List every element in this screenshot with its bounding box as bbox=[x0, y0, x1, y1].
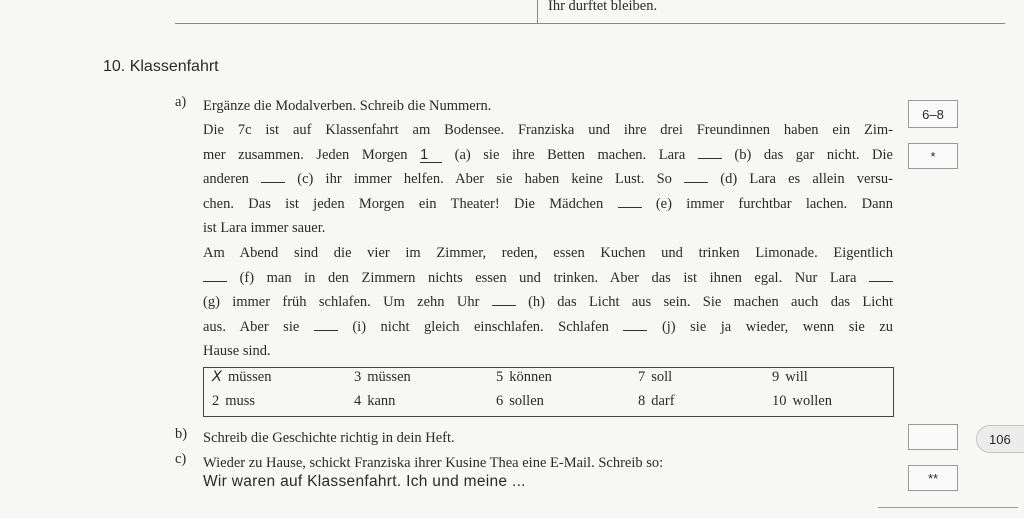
part-c-text: Wieder zu Hause, schickt Franziska ihrer Kusine Thea eine E-Mail. Schreib so: bbox=[203, 455, 664, 471]
part-c-label: c) bbox=[175, 451, 187, 467]
word-option-number: 2 bbox=[212, 393, 220, 409]
answer-blank[interactable] bbox=[203, 270, 227, 282]
previous-exercise-fragment: Ihr durftet bleiben. bbox=[548, 0, 658, 14]
word-option-number: 8 bbox=[638, 393, 646, 409]
story-text-segment: anderen bbox=[203, 171, 262, 188]
example-sentence: Wir waren auf Klassenfahrt. Ich und meine ... bbox=[203, 473, 526, 490]
answer-blank[interactable]: 1 bbox=[420, 148, 442, 163]
word-option-number: 4 bbox=[354, 393, 362, 409]
story-line bbox=[203, 192, 893, 217]
word-option-verb: sollen bbox=[509, 393, 544, 409]
word-option-number: 3 bbox=[354, 369, 362, 385]
part-a-instruction: Ergänze die Modalverben. Schreib die Nummern. bbox=[203, 98, 492, 114]
exercise-title: 10. Klassenfahrt bbox=[103, 58, 219, 75]
level-range-badge: 6–8 bbox=[908, 100, 958, 128]
story-text bbox=[203, 118, 893, 364]
story-text-segment: aus. Aber sie bbox=[203, 318, 314, 335]
story-text-segment: (a) sie ihre Betten machen. Lara bbox=[442, 146, 698, 163]
story-text-segment: (i) nicht gleich einschlafen. Schlafen bbox=[337, 318, 624, 335]
word-option bbox=[354, 369, 411, 386]
word-option bbox=[354, 393, 395, 410]
answer-blank[interactable] bbox=[869, 270, 893, 282]
answer-blank[interactable] bbox=[623, 319, 647, 331]
word-option-verb: will bbox=[785, 369, 808, 385]
word-option-verb: muss bbox=[225, 393, 256, 409]
story-text-segment: Die 7c ist auf Klassenfahrt am Bodensee. Franziska und ihre drei Freundinnen haben ein Zim- bbox=[203, 122, 893, 138]
word-option bbox=[212, 393, 255, 410]
table-divider bbox=[537, 0, 538, 24]
story-text-segment: Hause sind. bbox=[203, 343, 271, 360]
word-option-number: 5 bbox=[496, 369, 504, 385]
word-option bbox=[638, 369, 672, 386]
word-option bbox=[212, 369, 271, 386]
word-option-number: 9 bbox=[772, 369, 780, 385]
word-option-verb: können bbox=[509, 369, 552, 385]
answer-blank[interactable] bbox=[698, 147, 722, 159]
story-text-segment: (j) sie ja wieder, wenn sie zu bbox=[647, 318, 894, 335]
story-text-segment: ist Lara immer sauer. bbox=[203, 220, 326, 237]
word-box bbox=[203, 367, 894, 417]
word-option bbox=[638, 393, 675, 410]
answer-blank[interactable] bbox=[314, 319, 338, 331]
story-text-segment: (b) das gar nicht. Die bbox=[721, 146, 893, 163]
part-a-label: a) bbox=[175, 94, 187, 110]
story-text-segment: (e) immer furchtbar lachen. Dann bbox=[641, 195, 894, 212]
word-option-number: 6 bbox=[496, 393, 504, 409]
word-option-number: X bbox=[212, 369, 222, 385]
answer-blank[interactable] bbox=[261, 171, 285, 183]
level-two-star-badge: ** bbox=[908, 465, 958, 491]
story-text-segment: (d) Lara es allein versu- bbox=[708, 171, 893, 188]
story-text-segment: Am Abend sind die vier im Zimmer, reden, essen Kuchen und trinken Limonade. Eigentlich bbox=[203, 244, 893, 261]
word-option bbox=[772, 393, 832, 410]
word-option-verb: müssen bbox=[367, 369, 411, 385]
story-line bbox=[203, 167, 893, 192]
story-line bbox=[203, 143, 893, 168]
story-line bbox=[203, 216, 893, 241]
story-line bbox=[203, 118, 893, 143]
story-line bbox=[203, 315, 893, 340]
word-option-number: 10 bbox=[772, 393, 787, 409]
story-line bbox=[203, 339, 893, 364]
story-text-segment: (f) man in den Zimmern nichts essen und trinken. Aber das ist ihnen egal. Nur Lara bbox=[227, 269, 869, 286]
top-rule bbox=[175, 23, 1005, 24]
page-number-tab: 106 bbox=[976, 425, 1024, 453]
story-text-segment: mer zusammen. Jeden Morgen bbox=[203, 146, 421, 163]
story-text-segment: (h) das Licht aus sein. Sie machen auch das Licht bbox=[515, 294, 893, 311]
story-line bbox=[203, 266, 893, 291]
bottom-rule bbox=[878, 507, 1018, 508]
word-option-verb: kann bbox=[367, 393, 396, 409]
story-text-segment: (g) immer früh schlafen. Um zehn Uhr bbox=[203, 294, 492, 311]
part-b-text: Schreib die Geschichte richtig in dein Heft. bbox=[203, 430, 455, 446]
answer-blank[interactable] bbox=[492, 294, 516, 306]
word-option bbox=[496, 369, 552, 386]
word-option bbox=[772, 369, 808, 386]
level-one-star-badge: * bbox=[908, 143, 958, 169]
level-b-badge bbox=[908, 424, 958, 450]
word-option-verb: wollen bbox=[792, 393, 832, 409]
word-option-number: 7 bbox=[638, 369, 646, 385]
word-option-verb: soll bbox=[651, 369, 673, 385]
answer-blank[interactable] bbox=[618, 196, 642, 208]
story-line bbox=[203, 290, 893, 315]
story-text-segment: (c) ihr immer helfen. Aber sie haben keine Lust. So bbox=[285, 171, 685, 188]
story-line bbox=[203, 241, 893, 266]
story-text-segment: chen. Das ist jeden Morgen ein Theater! Die Mädchen bbox=[203, 195, 618, 212]
word-option bbox=[496, 393, 544, 410]
word-option-verb: müssen bbox=[227, 369, 272, 385]
part-b-label: b) bbox=[175, 426, 188, 442]
answer-blank[interactable] bbox=[684, 171, 708, 183]
word-option-verb: darf bbox=[651, 393, 675, 409]
